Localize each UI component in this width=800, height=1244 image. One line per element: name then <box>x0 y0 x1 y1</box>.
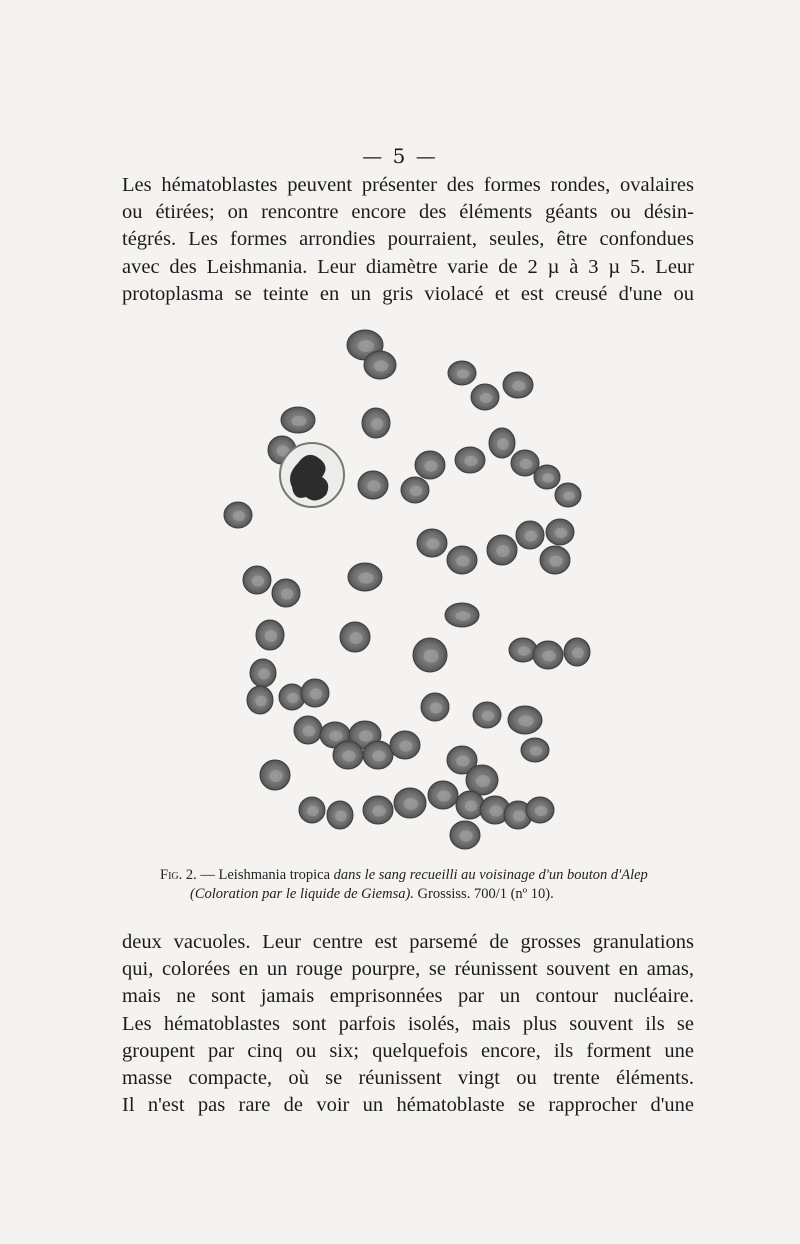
text-line: Il n'est pas rare de voir un hématoblaste se rapprocher d'une <box>122 1094 694 1117</box>
cell-center-pallor <box>456 755 470 766</box>
paragraph-top <box>122 172 694 308</box>
cell-center-pallor <box>335 810 347 821</box>
text-line: deux vacuoles. Leur centre est parsemé de grosses granulations <box>122 931 694 953</box>
cell-center-pallor <box>367 480 381 491</box>
cell-center-pallor <box>329 731 343 741</box>
cell-center-pallor <box>455 611 470 621</box>
paragraph-bottom <box>122 929 694 1119</box>
caption-dash: — <box>196 867 219 883</box>
text-line: qui, colorées en un rouge pourpre, se réunissent souvent en amas, <box>122 958 694 981</box>
cell-center-pallor <box>342 750 356 761</box>
cell-center-pallor <box>512 381 526 391</box>
caption-species: Leishmania tropica <box>218 867 334 883</box>
cell-center-pallor <box>310 688 323 699</box>
cell-center-pallor <box>489 805 503 816</box>
text-line: Les hématoblastes sont parfois isolés, mais plus souvent ils se <box>122 1012 694 1035</box>
figure-label: Fig. 2. <box>160 867 197 883</box>
cell-center-pallor <box>555 528 568 538</box>
cell-center-pallor <box>480 393 493 403</box>
cell-center-pallor <box>535 806 548 816</box>
cell-center-pallor <box>437 790 451 801</box>
cell-center-pallor <box>399 740 413 751</box>
cell-center-pallor <box>513 810 526 821</box>
cell-center-pallor <box>269 770 283 782</box>
caption-description: dans le sang recueilli au voisinage d'un bouton d'Alep <box>333 867 648 883</box>
cell-center-pallor <box>349 632 363 644</box>
cell-center-pallor <box>424 460 438 471</box>
caption-line-2 <box>160 885 690 904</box>
blood-smear-figure <box>200 325 620 865</box>
leucocyte <box>280 443 344 507</box>
cell-center-pallor <box>465 800 478 811</box>
cell-center-pallor <box>258 668 270 679</box>
text-line: groupent par cinq ou six; quelquefois encore, ils forment une <box>122 1039 694 1062</box>
figure-caption <box>160 866 690 904</box>
cell-center-pallor <box>233 511 246 521</box>
cell-center-pallor <box>464 456 478 466</box>
cell-center-pallor <box>358 340 374 352</box>
cell-center-pallor <box>542 650 556 661</box>
text-line: tégrés. Les formes arrondies pourraient, seules, être confondues <box>122 228 694 251</box>
cell-center-pallor <box>426 538 440 549</box>
cell-center-pallor <box>303 725 316 736</box>
cell-center-pallor <box>410 486 423 496</box>
text-line: ou étirées; on rencontre encore des éléments géants ou désin- <box>122 201 694 224</box>
text-line: Les hématoblastes peuvent présenter des formes rondes, ovalaires <box>122 174 694 196</box>
cell-center-pallor <box>252 575 265 586</box>
cell-center-pallor <box>404 798 418 810</box>
cell-center-pallor <box>372 805 386 816</box>
text-line: mais ne sont jamais emprisonnées par un contour nucléaire. <box>122 985 694 1008</box>
cell-center-pallor <box>423 649 438 663</box>
text-line: avec des Leishmania. Leur diamètre varie de 2 µ à 3 µ 5. Leur <box>122 255 694 278</box>
caption-staining: (Coloration par le liquide de Giemsa). <box>190 886 414 902</box>
cell-center-pallor <box>482 711 495 721</box>
text-line: masse compacte, où se réunissent vingt ou trente éléments. <box>122 1067 694 1090</box>
cell-center-pallor <box>530 746 543 756</box>
cell-center-pallor <box>497 438 509 450</box>
cell-center-pallor <box>358 572 373 583</box>
cell-center-pallor <box>307 806 319 816</box>
cell-center-pallor <box>371 418 384 430</box>
cell-center-pallor <box>281 588 294 599</box>
cell-center-pallor <box>430 702 443 713</box>
cell-center-pallor <box>520 459 533 469</box>
cell-center-pallor <box>255 695 267 706</box>
cell-center-pallor <box>525 530 538 541</box>
cell-center-pallor <box>287 693 299 703</box>
cell-center-pallor <box>518 646 531 656</box>
text-line: protoplasma se teinte en un gris violacé et est creusé d'une ou <box>122 282 694 305</box>
caption-magnification: Grossiss. 700/1 (nº 10). <box>413 886 554 902</box>
cell-center-pallor <box>572 647 584 658</box>
cell-center-pallor <box>457 369 470 379</box>
cell-center-pallor <box>359 730 373 741</box>
red-blood-cells <box>224 330 590 849</box>
page-number: — 5 — <box>362 144 438 168</box>
cell-center-pallor <box>374 360 388 371</box>
cell-center-pallor <box>476 775 490 787</box>
cell-center-pallor <box>459 830 473 841</box>
cell-center-pallor <box>518 715 533 726</box>
cell-center-pallor <box>372 750 386 761</box>
cell-center-pallor <box>542 473 554 483</box>
cell-center-pallor <box>563 491 575 501</box>
cell-center-pallor <box>549 555 563 566</box>
cell-center-pallor <box>456 555 470 566</box>
cell-center-pallor <box>265 630 278 642</box>
cell-center-pallor <box>496 545 510 557</box>
cell-center-pallor <box>291 416 306 426</box>
